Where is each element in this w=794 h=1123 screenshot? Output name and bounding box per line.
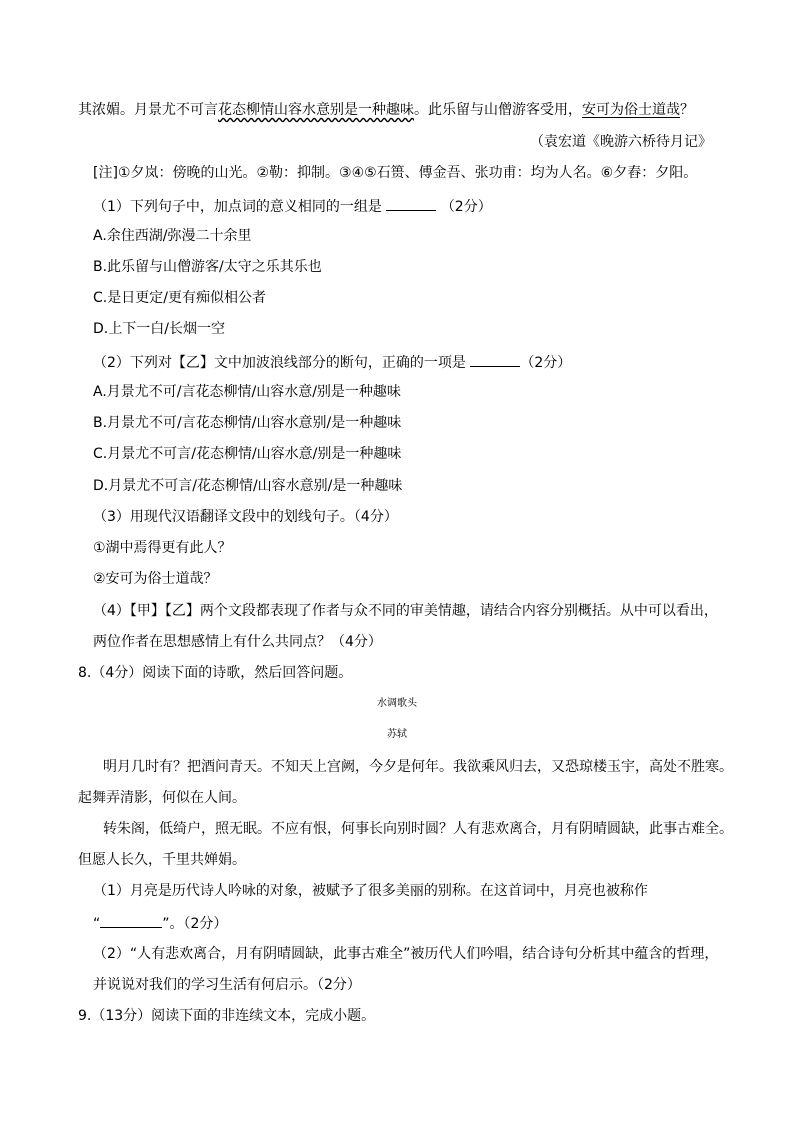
annotation-notes: [注]①夕岚：傍晚的山光。②勒：抑制。③④⑤石篑、傅金吾、张功甫：均为人名。⑥夕舂：夕阳。 [93,165,698,181]
passage-text: 其浓媚。月景尤不可言 [78,102,218,118]
option-a: A.月景尤不可/言花态柳情/山容水意/别是一种趣味 [93,384,401,400]
q8-sub2-line-2: 并说说对我们的学习生活有何启示。（2分） [93,977,361,993]
option-d: D.月景尤不可言/花态柳情/山容水意别/是一种趣味 [93,478,403,494]
q9-stem: 9.（13分）阅读下面的非连续文本，完成小题。 [78,1008,376,1024]
poem-stanza-2-line-2: 但愿人长久，千里共婵娟。 [78,852,246,868]
wavy-underlined-phrase: 花态柳情山容水意别是一种趣味 [218,102,414,118]
passage-source: （袁宏道《晚游六桥待月记》 [530,134,712,150]
q7-sub3-stem: （3）用现代汉语翻译文段中的划线句子。（4分） [93,509,398,525]
option-a: A.余住西湖/弥漫二十余里 [93,228,252,244]
option-b: B.此乐留与山僧游客/太守之乐其乐也 [93,259,322,275]
poem-title: 水调歌头 [377,698,417,709]
option-c: C.月景尤不可言/花态柳情/山容水意/别是一种趣味 [93,446,402,462]
answer-blank[interactable] [386,196,436,211]
answer-blank[interactable] [100,913,162,928]
q8-sub1-line-1: （1）月亮是历代诗人吟咏的对象，被赋予了很多美丽的别称。在这首词中，月亮也被称作 [93,883,648,899]
passage-text: ？ [680,102,694,118]
q7-sub4-line-1: （4）【甲】【乙】两个文段都表现了作者与众不同的审美情趣，请结合内容分别概括。从中可以看出， [93,603,718,619]
q8-sub1-line-2: “ ”。（2分） [93,913,227,933]
passage-closing-line [78,101,694,119]
q8-sub2-line-1: （2）“人有悲欢离合，月有阴晴圆缺，此事古难全”被历代人们吟唱，结合诗句分析其中蕴含的哲理， [93,946,719,962]
underlined-sentence: 安可为俗士道哉 [582,102,680,118]
poem-stanza-1-line-2: 起舞弄清影，何似在人间。 [78,790,246,806]
q8-stem: 8.（4分）阅读下面的诗歌，然后回答问题。 [78,665,353,681]
option-d: D.上下一白/长烟一空 [93,321,225,337]
q7-sub3-item-2: ②安可为俗士道哉？ [93,571,218,587]
option-c: C.是日更定/更有痴似相公者 [93,290,266,306]
q7-sub3-item-1: ①湖中焉得更有此人？ [93,540,232,556]
q7-sub1-stem: （1）下列句子中，加点词的意义相同的一组是 （2分） [93,196,492,216]
q7-sub2-stem: （2）下列对【乙】文中加波浪线部分的断句，正确的一项是 （2分） [93,352,571,372]
passage-text: 。此乐留与山僧游客受用， [414,102,582,118]
q7-sub4-line-2: 两位作者在思想感情上有什么共同点？（4分） [93,634,382,650]
option-b: B.月景尤不可/言花态柳情/山容水意别/是一种趣味 [93,415,402,431]
answer-blank[interactable] [470,352,520,367]
poem-stanza-2-line-1: 转朱阁，低绮户，照无眠。不应有恨，何事长向别时圆？人有悲欢离合，月有阴晴圆缺，此事古难全。 [103,821,733,837]
poem-author: 苏轼 [387,729,407,740]
poem-stanza-1-line-1: 明月几时有？把酒问青天。不知天上宫阙，今夕是何年。我欲乘风归去，又恐琼楼玉宇，高处不胜寒。 [103,759,733,775]
